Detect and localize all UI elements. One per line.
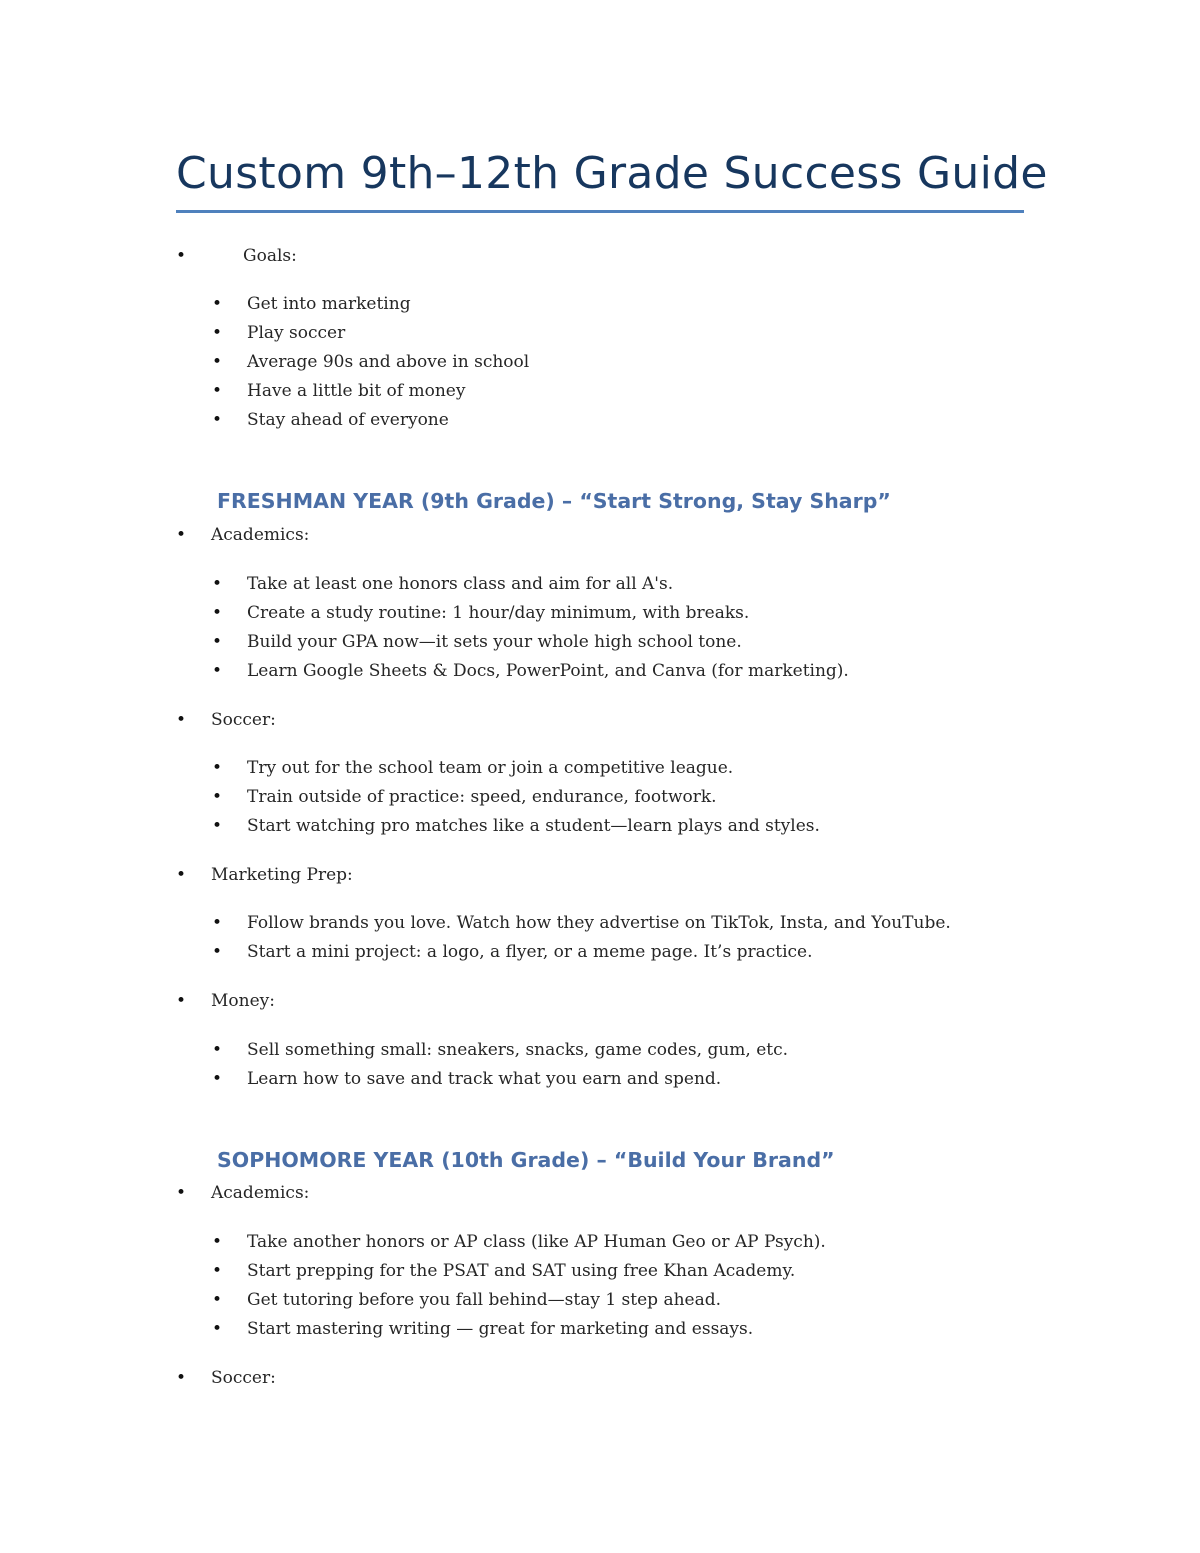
bullet-icon: • bbox=[176, 710, 187, 730]
list-item-text: Build your GPA now—it sets your whole high school tone. bbox=[247, 632, 742, 652]
list-item-text: Average 90s and above in school bbox=[247, 352, 530, 372]
list-item-text: Start a mini project: a logo, a flyer, or a meme page. It’s practice. bbox=[247, 942, 813, 962]
list-item-text: Play soccer bbox=[247, 323, 346, 343]
bullet-icon: • bbox=[212, 942, 223, 962]
bullet-icon: • bbox=[176, 246, 187, 266]
list-item-text: Start prepping for the PSAT and SAT using free Khan Academy. bbox=[247, 1261, 796, 1281]
category-label: Academics: bbox=[211, 525, 310, 545]
list-item-text: Start mastering writing — great for marketing and essays. bbox=[247, 1319, 754, 1339]
list-item-text: Stay ahead of everyone bbox=[247, 410, 449, 430]
title-underline bbox=[176, 210, 1024, 213]
bullet-icon: • bbox=[176, 525, 187, 545]
bullet-icon: • bbox=[212, 632, 223, 652]
bullet-icon: • bbox=[176, 1368, 187, 1388]
list-item-text: Get into marketing bbox=[247, 294, 411, 314]
list-item-text: Start watching pro matches like a student—learn plays and styles. bbox=[247, 816, 820, 836]
bullet-icon: • bbox=[212, 294, 223, 314]
sophomore-heading: SOPHOMORE YEAR (10th Grade) – “Build Your Brand” bbox=[217, 1148, 835, 1172]
category-label: Marketing Prep: bbox=[211, 865, 353, 885]
list-item-text: Sell something small: sneakers, snacks, game codes, gum, etc. bbox=[247, 1040, 789, 1060]
list-item-text: Take at least one honors class and aim for all A's. bbox=[247, 574, 674, 594]
bullet-icon: • bbox=[212, 661, 223, 681]
bullet-icon: • bbox=[212, 381, 223, 401]
list-item-text: Get tutoring before you fall behind—stay 1 step ahead. bbox=[247, 1290, 722, 1310]
bullet-icon: • bbox=[212, 1261, 223, 1281]
list-item-text: Train outside of practice: speed, endurance, footwork. bbox=[247, 787, 717, 807]
freshman-heading: FRESHMAN YEAR (9th Grade) – “Start Strong, Stay Sharp” bbox=[217, 489, 891, 513]
list-item-text: Take another honors or AP class (like AP Human Geo or AP Psych). bbox=[247, 1232, 826, 1252]
category-label: Money: bbox=[211, 991, 275, 1011]
bullet-icon: • bbox=[176, 865, 187, 885]
bullet-icon: • bbox=[212, 758, 223, 778]
list-item-text: Have a little bit of money bbox=[247, 381, 466, 401]
bullet-icon: • bbox=[212, 1040, 223, 1060]
category-label: Soccer: bbox=[211, 710, 276, 730]
list-item-text: Learn Google Sheets & Docs, PowerPoint, and Canva (for marketing). bbox=[247, 661, 849, 681]
bullet-icon: • bbox=[212, 1069, 223, 1089]
bullet-icon: • bbox=[212, 816, 223, 836]
list-item-text: Follow brands you love. Watch how they advertise on TikTok, Insta, and YouTube. bbox=[247, 913, 951, 933]
bullet-icon: • bbox=[212, 913, 223, 933]
bullet-icon: • bbox=[212, 410, 223, 430]
bullet-icon: • bbox=[212, 1290, 223, 1310]
bullet-icon: • bbox=[212, 787, 223, 807]
list-item-text: Try out for the school team or join a competitive league. bbox=[247, 758, 734, 778]
bullet-icon: • bbox=[212, 1319, 223, 1339]
goals-label: Goals: bbox=[243, 246, 297, 266]
bullet-icon: • bbox=[212, 323, 223, 343]
bullet-icon: • bbox=[212, 352, 223, 372]
list-item-text: Create a study routine: 1 hour/day minimum, with breaks. bbox=[247, 603, 750, 623]
bullet-icon: • bbox=[176, 1183, 187, 1203]
bullet-icon: • bbox=[176, 991, 187, 1011]
category-label: Soccer: bbox=[211, 1368, 276, 1388]
list-item-text: Learn how to save and track what you earn and spend. bbox=[247, 1069, 722, 1089]
bullet-icon: • bbox=[212, 1232, 223, 1252]
bullet-icon: • bbox=[212, 603, 223, 623]
bullet-icon: • bbox=[212, 574, 223, 594]
document-title: Custom 9th–12th Grade Success Guide bbox=[176, 148, 1048, 199]
category-label: Academics: bbox=[211, 1183, 310, 1203]
